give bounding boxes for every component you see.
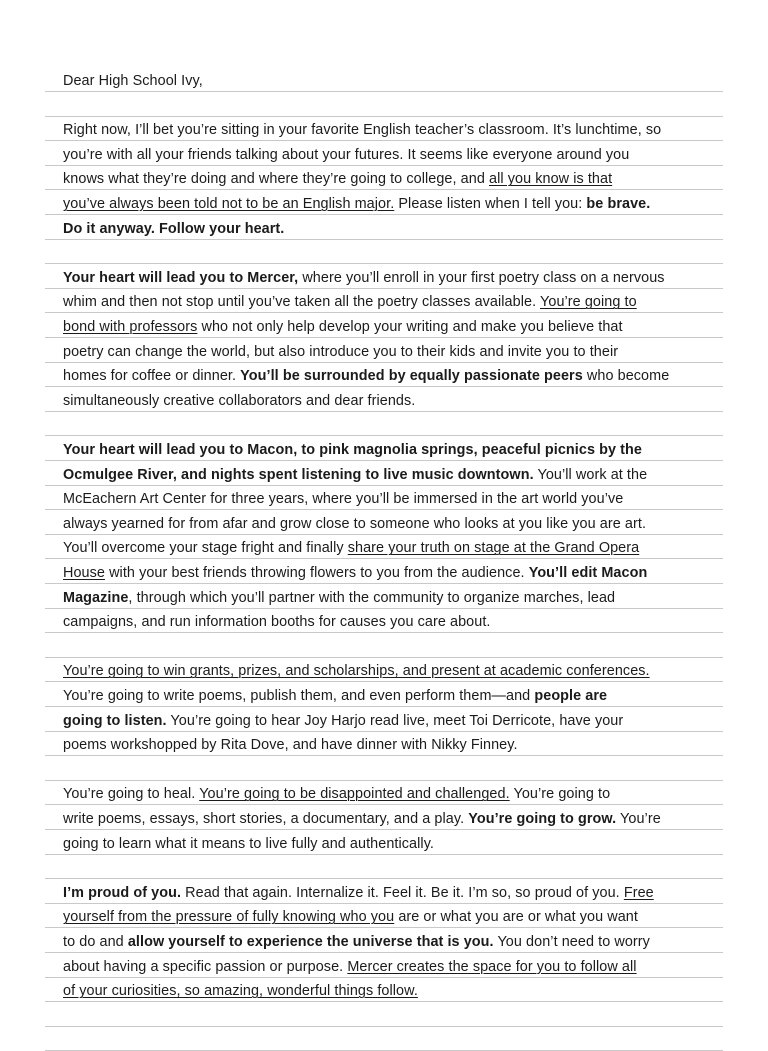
- bold-text: going to listen.: [63, 712, 167, 729]
- bold-text: Your heart will lead you to Macon, to pink magnolia springs, peaceful picnics by the: [63, 442, 642, 458]
- letter-line: whim and then not stop until you’ve taken all the poetry classes available. You’re going to: [63, 294, 637, 311]
- letter-line: You’re going to write poems, publish them, and even perform them—and people are: [63, 688, 608, 704]
- bold-text: allow yourself to experience the universe that is you.: [127, 934, 494, 950]
- letter-line: McEachern Art Center for three years, where you’ll be immersed in the art world you’ve: [63, 491, 624, 508]
- underlined-text: bond with professors: [63, 319, 198, 335]
- letter-line: [63, 217, 723, 242]
- bold-text: You’ll be surrounded by equally passionate peers: [240, 368, 583, 385]
- letter-line: you’re with all your friends talking about your futures. It seems like everyone around you: [63, 146, 630, 163]
- letter-line: homes for coffee or dinner. You’ll be surrounded by equally passionate peers who become: [63, 368, 670, 385]
- letter-line: Your heart will lead you to Mercer, where you’ll enroll in your first poetry class on a nervous: [63, 269, 665, 286]
- letter-line: always yearned for from afar and grow close to someone who looks at you like you are art.: [63, 515, 647, 532]
- letter-line: poetry can change the world, but also introduce you to their kids and invite you to their: [63, 343, 619, 360]
- bold-text: I’m proud of you.: [63, 884, 182, 901]
- letter-line: bond with professors who not only help develop your writing and make you believe that: [63, 319, 623, 335]
- underlined-text: of your curiosities, so amazing, wonderful things follow.: [63, 983, 418, 1000]
- letter-line: going to listen. You’re going to hear Joy Harjo read live, meet Toi Derricote, have your: [63, 712, 624, 729]
- underlined-text: You’re going to be disappointed and challenged.: [199, 786, 510, 803]
- letter-line: yourself from the pressure of fully knowing who you are or what you are or what you want: [63, 909, 638, 926]
- bold-text: You’ll edit Macon: [528, 565, 648, 581]
- underlined-text: House: [63, 565, 105, 581]
- letter-line: you’ve always been told not to be an English major. Please listen when I tell you: be brave.: [63, 196, 651, 212]
- bold-text: Your heart will lead you to Mercer,: [63, 269, 299, 286]
- underlined-text: Mercer creates the space for you to follow all: [347, 958, 637, 975]
- letter-line: about having a specific passion or purpose. Mercer creates the space for you to follow all: [63, 958, 637, 975]
- bold-text: people are: [534, 688, 608, 704]
- letter-line: campaigns, and run information booths for causes you care about.: [63, 614, 491, 631]
- letter-line: Ocmulgee River, and nights spent listening to live music downtown. You’ll work at the: [63, 466, 648, 483]
- underlined-text: yourself from the pressure of fully knowing who you: [63, 909, 395, 926]
- letter-line: You’ll overcome your stage fright and finally share your truth on stage at the Grand Opera: [63, 540, 640, 557]
- bold-text: Magazine: [63, 589, 129, 606]
- letter-line: simultaneously creative collaborators and dear friends.: [63, 392, 416, 409]
- underlined-text: You’re going to: [540, 294, 637, 311]
- letter-line: to do and allow yourself to experience the universe that is you. You don’t need to worry: [63, 934, 650, 950]
- letter-greeting: Dear High School Ivy,: [63, 73, 203, 89]
- letter-line: [63, 438, 723, 463]
- letter-line: Magazine, through which you’ll partner with the community to organize marches, lead: [63, 589, 616, 606]
- letter-line: [63, 979, 723, 1004]
- underlined-text: Free: [623, 884, 654, 901]
- letter-line: You’re going to heal. You’re going to be disappointed and challenged. You’re going to: [63, 786, 611, 803]
- underlined-text: share your truth on stage at the Grand Opera: [347, 540, 640, 557]
- bold-text: Ocmulgee River, and nights spent listening to live music downtown.: [63, 466, 534, 483]
- letter-line: write poems, essays, short stories, a documentary, and a play. You’re going to grow. You’re: [63, 811, 661, 827]
- letter-line: House with your best friends throwing flowers to you from the audience. You’ll edit Macon: [63, 565, 648, 581]
- bold-text: You’re going to grow.: [468, 811, 617, 827]
- underlined-text: you’ve always been told not to be an English major.: [63, 196, 395, 212]
- letter-line: knows what they’re doing and where they’re going to college, and all you know is that: [63, 171, 613, 188]
- letter-line: I’m proud of you. Read that again. Internalize it. Feel it. Be it. I’m so, so proud of you. Free: [63, 884, 654, 901]
- ruled-line: [45, 1026, 723, 1027]
- letter-line: Right now, I’ll bet you’re sitting in your favorite English teacher’s classroom. It’s lunchtime, so: [63, 122, 662, 139]
- letter-line: [63, 659, 723, 684]
- underlined-text: all you know is that: [489, 171, 613, 188]
- bold-text: Do it anyway. Follow your heart.: [63, 220, 285, 237]
- bold-text: be brave.: [586, 196, 651, 212]
- letter-line: going to learn what it means to live fully and authentically.: [63, 835, 434, 852]
- underlined-text: You’re going to win grants, prizes, and scholarships, and present at academic conferences.: [63, 663, 650, 680]
- letter-line: poems workshopped by Rita Dove, and have dinner with Nikky Finney.: [63, 737, 518, 754]
